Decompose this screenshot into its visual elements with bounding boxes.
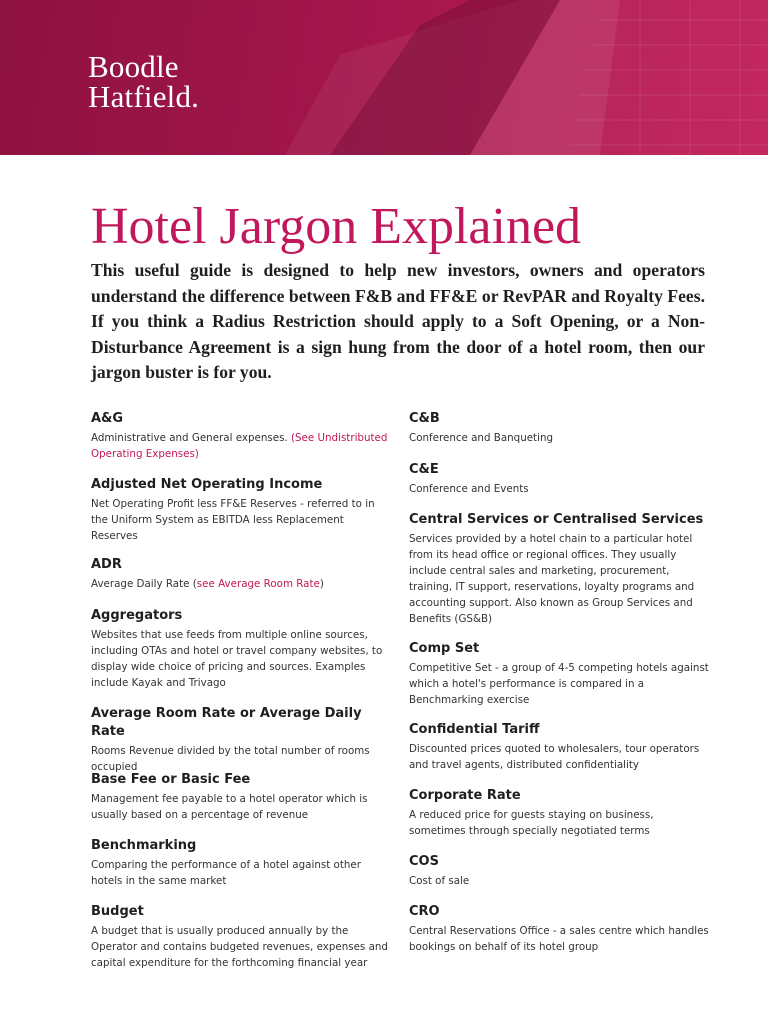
brand-line-1: Boodle <box>88 49 179 84</box>
cross-reference-link[interactable]: (See Undistributed Operating Expenses) <box>91 432 388 460</box>
glossary-right-column <box>409 410 709 955</box>
glossary-entry <box>91 837 389 903</box>
glossary-definition: Services provided by a hotel chain to a particular hotel from its head office or regional offices. They usually include central sales and marketing, procurement, training, IT support, reservations, loyalty programs and accounting support. Also known as Group Services and Benefits (GS&B) <box>409 533 695 625</box>
glossary-definition: Cost of sale <box>409 875 470 887</box>
glossary-entry <box>409 721 709 787</box>
glossary-left-column <box>91 410 389 971</box>
glossary-entry <box>91 410 389 476</box>
glossary-entry <box>409 787 709 853</box>
glossary-definition: Competitive Set - a group of 4-5 competing hotels against which a hotel's performance is compared in a Benchmarking exercise <box>409 662 709 706</box>
glossary-definition: Discounted prices quoted to wholesalers, tour operators and travel agents, distributed confidentiality <box>409 743 700 771</box>
glossary-definition: Average Daily Rate (see Average Room Rate) <box>91 578 324 590</box>
glossary-definition: Comparing the performance of a hotel against other hotels in the same market <box>91 859 361 887</box>
glossary-entry <box>91 903 389 971</box>
glossary-definition: A reduced price for guests staying on business, sometimes through specially negotiated terms <box>409 809 654 837</box>
brand-logo <box>88 49 200 114</box>
glossary-term: A&G <box>91 411 124 426</box>
glossary-definition: Administrative and General expenses. (See Undistributed Operating Expenses) <box>91 432 388 460</box>
glossary-term: Base Fee or Basic Fee <box>91 772 251 787</box>
glossary-definition: Conference and Events <box>409 483 529 495</box>
glossary-definition: A budget that is usually produced annually by the Operator and contains budgeted revenues, expenses and capital expenditure for the forthcoming financial year <box>91 925 388 969</box>
glossary-term: C&B <box>409 411 440 426</box>
glossary-term: Aggregators <box>91 608 183 623</box>
glossary-term: Comp Set <box>409 641 480 656</box>
intro-paragraph: This useful guide is designed to help new investors, owners and operators understand the difference between F&B and FF&E or RevPAR and Royalty Fees. If you think a Radius Restriction should apply to a Soft Opening, or a Non-Disturbance Agreement is a sign hung from the door of a hotel room, then our jargon buster is for you. <box>91 260 705 382</box>
glossary-entry <box>409 640 709 721</box>
glossary-entry <box>91 771 389 837</box>
glossary-definition: Management fee payable to a hotel operator which is usually based on a percentage of revenue <box>91 793 368 821</box>
glossary-term: Confidential Tariff <box>409 722 540 737</box>
page-title: Hotel Jargon Explained <box>91 198 582 255</box>
brand-line-2: Hatfield. <box>88 79 200 114</box>
glossary-entry <box>409 461 709 511</box>
glossary-entry <box>409 903 709 955</box>
glossary-entry <box>409 853 709 903</box>
glossary-entry <box>409 511 709 640</box>
glossary-entry <box>91 556 389 607</box>
glossary-term: Central Services or Centralised Services <box>409 512 704 527</box>
glossary-entry <box>409 410 709 461</box>
glossary-term: Budget <box>91 904 144 919</box>
glossary-definition: Conference and Banqueting <box>409 432 554 444</box>
header-banner <box>0 0 768 155</box>
glossary-term: Adjusted Net Operating Income <box>91 477 323 492</box>
glossary-term: C&E <box>409 462 439 477</box>
glossary-entry <box>91 705 389 771</box>
glossary-term: Average Room Rate or Average Daily Rate <box>91 706 362 739</box>
glossary-definition: Net Operating Profit less FF&E Reserves - referred to in the Uniform System as EBITDA less Replacement Reserves <box>91 498 375 542</box>
glossary-definition: Rooms Revenue divided by the total number of rooms occupied <box>91 745 370 773</box>
cross-reference-link[interactable]: see Average Room Rate <box>196 578 320 590</box>
glossary-entry <box>91 607 389 705</box>
glossary-definition: Websites that use feeds from multiple online sources, including OTAs and hotel or travel company websites, to display wide choice of pricing and sources. Examples include Kayak and Trivago <box>91 629 383 689</box>
glossary-term: Benchmarking <box>91 838 197 853</box>
glossary-definition: Central Reservations Office - a sales centre which handles bookings on behalf of its hotel group <box>409 925 709 953</box>
glossary-term: Corporate Rate <box>409 788 521 803</box>
glossary-term: ADR <box>91 557 122 572</box>
glossary-entry <box>91 476 389 556</box>
glossary-term: CRO <box>409 904 440 919</box>
glossary-term: COS <box>409 854 439 869</box>
